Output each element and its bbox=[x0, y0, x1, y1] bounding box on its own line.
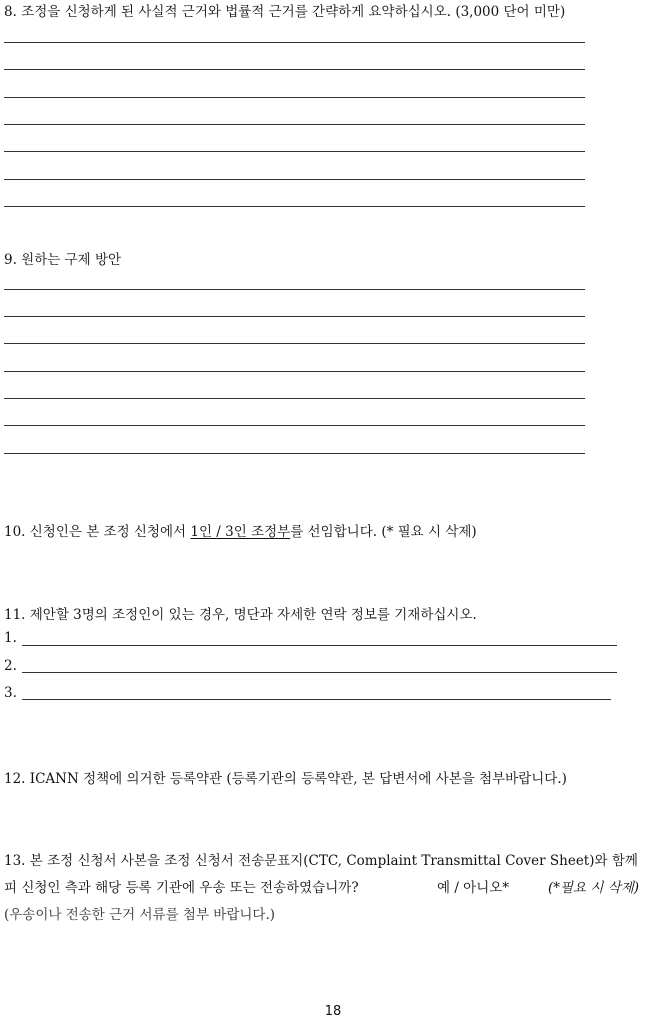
question-13-line1: 13. 본 조정 신청서 사본을 조정 신청서 전송문표지(CTC, Complaint Transmittal Cover Sheet)와 함께 bbox=[4, 853, 638, 869]
panel-choice[interactable]: 1인 / 3인 조정부 bbox=[190, 524, 291, 540]
mediator-3-line[interactable] bbox=[22, 699, 611, 700]
answer-line[interactable] bbox=[4, 69, 585, 70]
question-11-text: 11. 제안할 3명의 조정인이 있는 경우, 명단과 자세한 연락 정보를 기재하십시오. bbox=[4, 607, 477, 623]
answer-line[interactable] bbox=[4, 343, 585, 344]
question-13-line3: (우송이나 전송한 근거 서류를 첨부 바랍니다.) bbox=[4, 907, 276, 923]
question-8-text: 8. 조정을 신청하게 된 사실적 근거와 법률적 근거를 간략하게 요약하십시오. (3,000 단어 미만) bbox=[4, 4, 566, 20]
answer-line[interactable] bbox=[4, 398, 585, 399]
mediator-2-label: 2. bbox=[4, 658, 17, 674]
mediator-3-label: 3. bbox=[4, 685, 17, 701]
answer-line[interactable] bbox=[4, 124, 585, 125]
answer-line[interactable] bbox=[4, 179, 585, 180]
q10-suffix: 를 선임합니다. (* 필요 시 삭제) bbox=[290, 524, 477, 540]
question-9-text: 9. 원하는 구제 방안 bbox=[4, 252, 122, 268]
question-10-text bbox=[4, 520, 477, 540]
answer-line[interactable] bbox=[4, 206, 585, 207]
answer-line[interactable] bbox=[4, 425, 585, 426]
answer-line[interactable] bbox=[4, 289, 585, 290]
answer-line[interactable] bbox=[4, 453, 585, 454]
answer-line[interactable] bbox=[4, 316, 585, 317]
page-number: 18 bbox=[324, 1004, 342, 1019]
answer-line[interactable] bbox=[4, 97, 585, 98]
delete-note: (*필요 시 삭제) bbox=[548, 880, 640, 896]
yes-no-choice[interactable]: 예 / 아니오* bbox=[437, 880, 510, 896]
mediator-1-line[interactable] bbox=[22, 645, 617, 646]
answer-line[interactable] bbox=[4, 371, 585, 372]
answer-line[interactable] bbox=[4, 42, 585, 43]
question-12-text: 12. ICANN 정책에 의거한 등록약관 (등록기관의 등록약관, 본 답변서에 사본을 첨부바랍니다.) bbox=[4, 771, 567, 787]
mediator-2-line[interactable] bbox=[22, 672, 617, 673]
mediator-1-label: 1. bbox=[4, 630, 17, 646]
question-13-line2: 피 신청인 측과 해당 등록 기관에 우송 또는 전송하였습니까? bbox=[4, 880, 359, 896]
q10-prefix: 10. 신청인은 본 조정 신청에서 bbox=[4, 524, 191, 540]
answer-line[interactable] bbox=[4, 151, 585, 152]
